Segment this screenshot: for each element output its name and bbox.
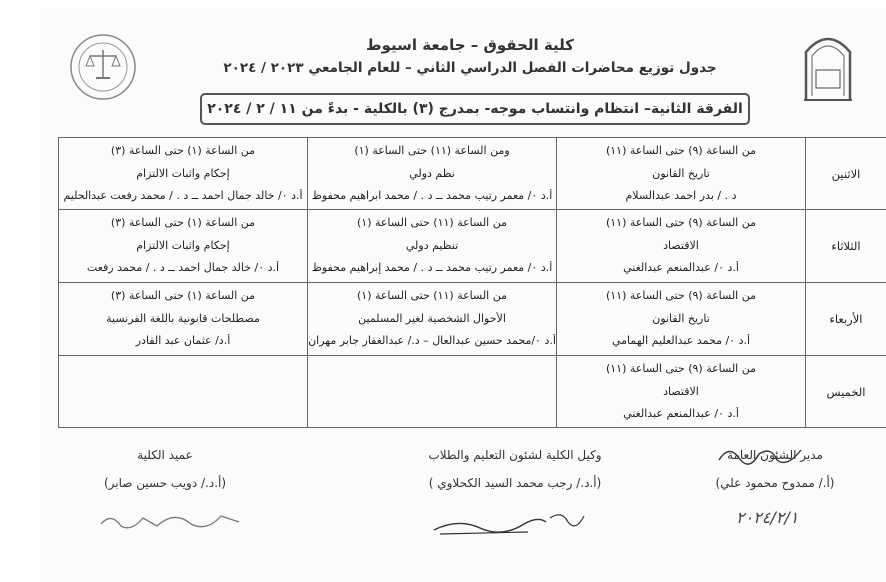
lecture-time: من الساعة (١١) حتى الساعة (١)	[356, 289, 508, 302]
handwritten-date: ٢٠٢٤/٢/١	[736, 508, 799, 527]
lecture-instructor: أ.د ٠/ معمر رتيب محمد ــ د . / محمد إبراهيم محفوظ	[311, 261, 553, 274]
lecture-course: تاريخ القانون	[652, 312, 710, 325]
lecture-instructor: أ.د ٠/محمد حسين عبدالعال – د./ عبدالغفار جابر مهران	[308, 334, 556, 347]
lecture-instructor: د . / بدر احمد عبدالسلام	[625, 189, 737, 202]
lecture-time: من الساعة (١) حتى الساعة (٣)	[110, 144, 256, 157]
lecture-time: من الساعة (١١) حتى الساعة (١)	[356, 216, 508, 229]
lecture-time: من الساعة (٩) حتى الساعة (١١)	[605, 362, 757, 375]
manager-name: (أ./ ممدوح محمود علي)	[715, 476, 835, 490]
lecture-instructor: أ.د ٠/ معمر رتيب محمد ــ د . / محمد ابراهيم محفوظ	[311, 189, 553, 202]
lecture-time: من الساعة (٩) حتى الساعة (١١)	[605, 144, 757, 157]
empty-cell	[59, 356, 307, 427]
vice-dean-signature	[400, 448, 630, 490]
lecture-cell	[59, 283, 307, 355]
lecture-time: من الساعة (٩) حتى الساعة (١١)	[605, 216, 757, 229]
day-cell: الأربعاء	[806, 283, 886, 356]
table-row	[59, 138, 886, 210]
lecture-cell	[308, 210, 556, 282]
lecture-cell	[557, 283, 805, 355]
dean-signature	[100, 448, 230, 490]
dean-title: عميد الكلية	[137, 448, 193, 462]
day-cell: الثلاثاء	[806, 210, 886, 283]
vice-dean-handwritten-signature	[428, 508, 588, 540]
lecture-course: إحكام واثبات الالتزام	[136, 167, 230, 180]
table-row	[59, 356, 886, 428]
lecture-cell	[557, 210, 805, 282]
lecture-time: من الساعة (١) حتى الساعة (٣)	[110, 216, 256, 229]
lecture-time: من الساعة (١) حتى الساعة (٣)	[110, 289, 256, 302]
lecture-instructor: أ.د ٠/ خالد جمال احمد ــ د . / محمد رفعت عبدالحليم	[63, 189, 303, 202]
lecture-cell	[59, 210, 307, 282]
lecture-course: الاقتصاد	[663, 239, 699, 252]
lecture-course: تنظيم دولي	[405, 239, 459, 252]
lecture-course: الأحوال الشخصية لغير المسلمين	[358, 312, 506, 325]
dean-name: (أ.د./ دويب حسين صابر)	[103, 476, 227, 490]
faculty-title: كلية الحقوق – جامعة اسيوط	[366, 36, 574, 54]
lecture-time: من الساعة (٩) حتى الساعة (١١)	[605, 289, 757, 302]
lecture-instructor: أ.د ٠/ خالد جمال احمد ــ د . / محمد رفعت	[86, 261, 280, 274]
lecture-course: الاقتصاد	[663, 385, 699, 398]
lecture-cell	[59, 138, 307, 209]
empty-cell	[308, 356, 556, 427]
lecture-instructor: أ.د ٠/ عبدالمنعم عبدالغني	[623, 407, 739, 420]
lecture-cell	[308, 138, 556, 209]
lecture-course: مصطلحات قانونية باللغة الفرنسية	[106, 312, 260, 325]
table-row	[59, 210, 886, 283]
table-row	[59, 283, 886, 356]
lecture-instructor: أ.د ٠/ محمد عبدالعليم الهمامي	[611, 334, 751, 347]
vice-dean-name: (أ.د./ رجب محمد السيد الكحلاوي )	[428, 476, 602, 490]
lecture-cell	[557, 138, 805, 209]
lecture-cell	[308, 283, 556, 355]
class-banner	[200, 93, 750, 125]
lecture-instructor: أ.د/ عثمان عبد القادر	[135, 334, 231, 347]
manager-handwritten-signature	[715, 440, 805, 470]
manager-title: مدير الشئون العامة	[727, 448, 823, 462]
day-cell: الخميس	[806, 356, 886, 428]
class-banner-text: الفرقة الثانية– انتظام وانتساب موجه- بمدرج (٣) بالكلية - بدءً من ١١ / ٢ / ٢٠٢٤	[207, 101, 743, 117]
lecture-cell	[557, 356, 805, 427]
faculty-seal-icon	[68, 32, 138, 102]
vice-dean-title: وكيل الكلية لشئون التعليم والطلاب	[428, 448, 602, 462]
dean-handwritten-signature	[95, 506, 245, 536]
lecture-time: ومن الساعة (١١) حتى الساعة (١)	[354, 144, 510, 157]
day-cell: الاثنين	[806, 138, 886, 210]
schedule-title: جدول توزيع محاضرات الفصل الدراسي الثاني – للعام الجامعي ٢٠٢٣ / ٢٠٢٤	[223, 60, 717, 76]
university-logo-icon	[800, 30, 856, 102]
lecture-instructor: أ.د ٠/ عبدالمنعم عبدالغني	[623, 261, 739, 274]
lecture-course: نظم دولي	[409, 167, 455, 180]
lecture-course: إحكام واثبات الالتزام	[136, 239, 230, 252]
schedule-table	[58, 137, 886, 428]
lecture-course: تاريخ القانون	[652, 167, 710, 180]
